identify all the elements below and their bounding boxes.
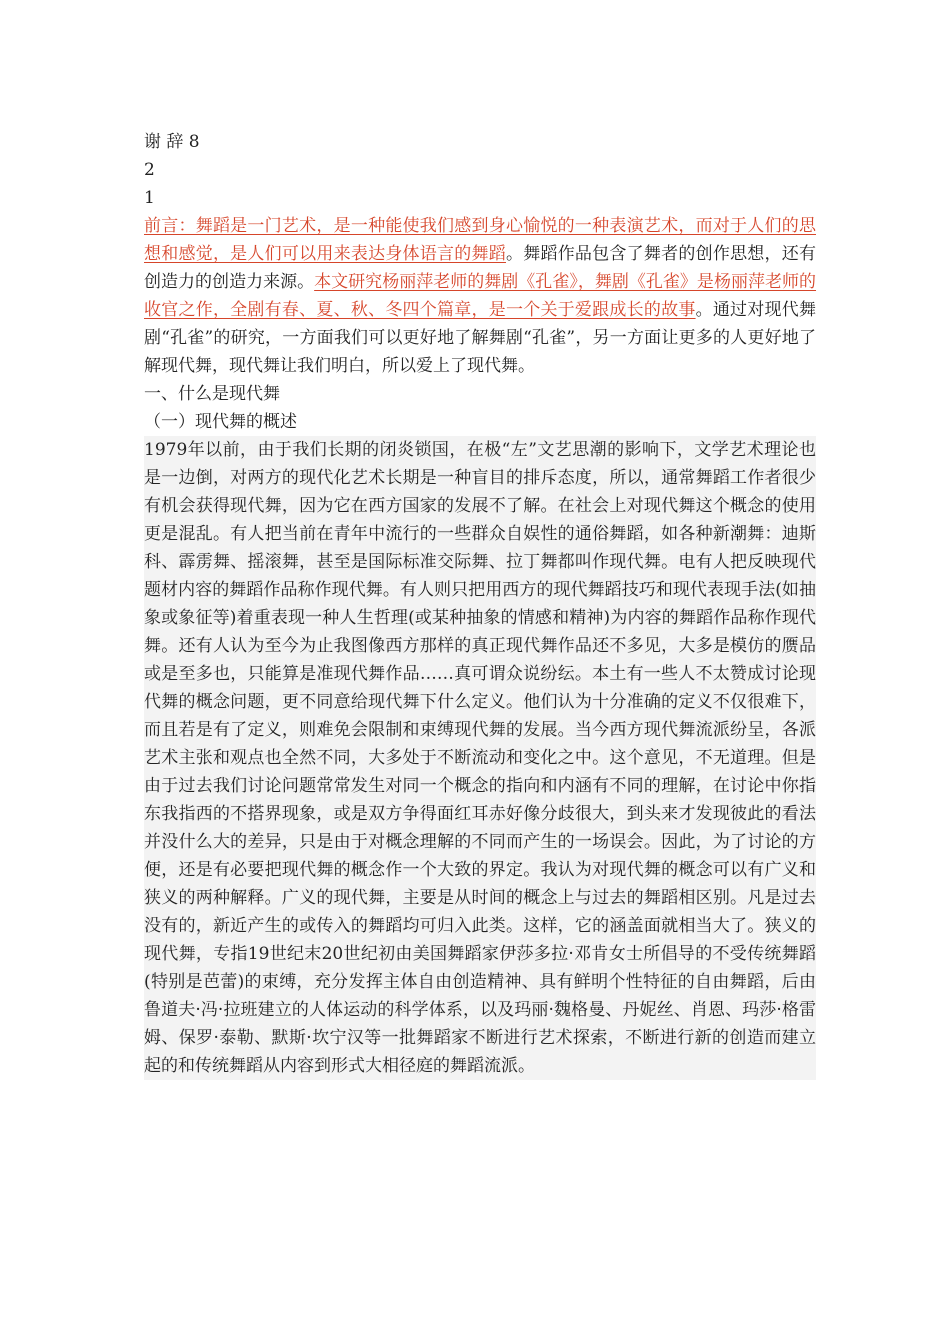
document-page [144, 128, 816, 1080]
preface-text-1: 。舞蹈作品包含了舞者的创作思想，还有创造力的创造力来源。 [144, 244, 817, 292]
toc-line-acknowledgement: 谢 辞 8 [144, 132, 200, 152]
section-title: 一、什么是现代舞 [144, 384, 280, 404]
section-subtitle: （一）现代舞的概述 [144, 412, 297, 432]
preface-highlight-2: 本文研究杨丽萍老师的舞剧《孔雀》，舞剧《孔雀》是杨丽萍老师的收官之作，全剧有春、夏、秋、冬四个篇章，是一个关于爱跟成长的故事 [144, 272, 817, 320]
toc-line-1: 1 [144, 188, 155, 208]
toc-line-2: 2 [144, 160, 155, 180]
section-body-paragraph: 1979年以前，由于我们长期的闭炎锁国，在极“左”文艺思潮的影响下，文学艺术理论也是一边倒，对两方的现代化艺术长期是一种盲目的排斥态度，所以，通常舞蹈工作者很少有机会获得现代舞，因为它在西方国家的发展不了解。在社会上对现代舞这个概念的使用更是混乱。有人把当前在青年中流行的一些群众自娱性的通俗舞蹈，如各种新潮舞：迪斯科、霹雳舞、摇滚舞，甚至是国际标准交际舞、拉丁舞都叫作现代舞。电有人把反映现代题材内容的舞蹈作品称作现代舞。有人则只把用西方的现代舞蹈技巧和现代表现手法(如抽象或象征等)着重表现一种人生哲理(或某种抽象的情感和精神)为内容的舞蹈作品称作现代舞。还有人认为至今为止我图像西方那样的真正现代舞作品还不多见，大多是模仿的赝品或是至多也，只能算是准现代舞作品……真可谓众说纷纭。本土有一些人不太赞成讨论现代舞的概念问题，更不同意给现代舞下什么定义。他们认为十分准确的定义不仅很难下，而且若是有了定义，则难免会限制和束缚现代舞的发展。当今西方现代舞流派纷呈，各派艺术主张和观点也全然不同，大多处于不断流动和变化之中。这个意见，不无道理。但是由于过去我们讨论问题常常发生对同一个概念的指向和内涵有不同的理解，在讨论中你指东我指西的不搭界现象，或是双方争得面红耳赤好像分歧很大，到头来才发现彼此的看法并没什么大的差异，只是由于对概念理解的不同而产生的一场误会。因此，为了讨论的方便，还是有必要把现代舞的概念作一个大致的界定。我认为对现代舞的概念可以有广义和狭义的两种解释。广义的现代舞，主要是从时间的概念上与过去的舞蹈相区别。凡是过去没有的，新近产生的或传入的舞蹈均可归入此类。这样，它的涵盖面就相当大了。狭义的现代舞，专指19世纪末20世纪初由美国舞蹈家伊莎多拉·邓肯女士所倡导的不受传统舞蹈(特别是芭蕾)的束缚，充分发挥主体自由创造精神、具有鲜明个性特征的自由舞蹈，后由鲁道夫·冯·拉班建立的人体运动的科学体系，以及玛丽·魏格曼、丹妮丝、肖恩、玛莎·格雷姆、保罗·泰勒、默斯·坎宁汉等一批舞蹈家不断进行艺术探索，不断进行新的创造而建立起的和传统舞蹈从内容到形式大相径庭的舞蹈流派。 [144, 436, 816, 1080]
preface-text-2: 。通过对现代舞剧“孔雀”的研究，一方面我们可以更好地了解舞剧“孔雀”，另一方面让更多的人更好地了解现代舞，现代舞让我们明白，所以爱上了现代舞。 [144, 300, 816, 376]
preface-highlight-1: 前言：舞蹈是一门艺术，是一种能使我们感到身心愉悦的一种表演艺术，而对于人们的思想和感觉，是人们可以用来表达身体语言的舞蹈 [144, 216, 816, 264]
preface-paragraph [144, 212, 816, 380]
